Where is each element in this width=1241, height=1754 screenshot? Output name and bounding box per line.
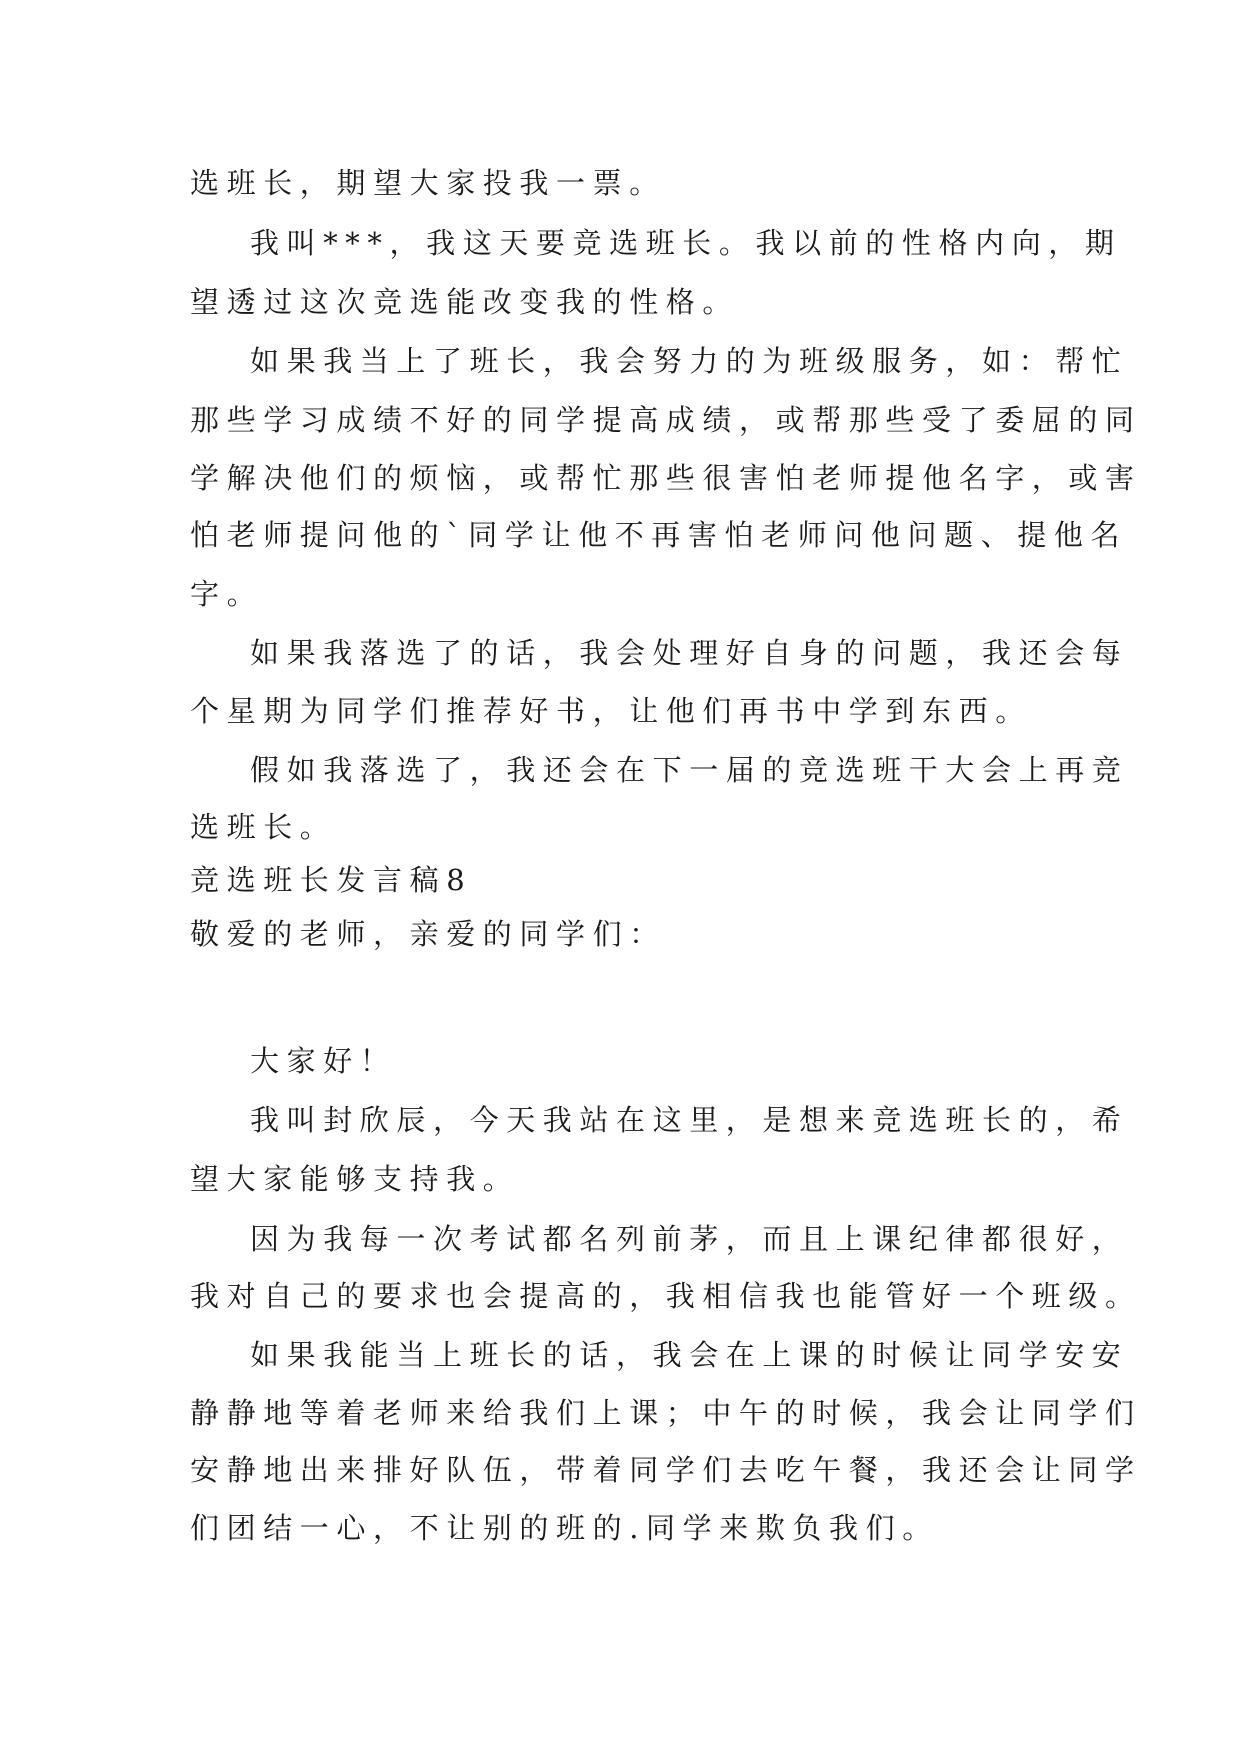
paragraph-line: 字。 <box>190 577 264 611</box>
paragraph-line: 静静地等着老师来给我们上课；中午的时候，我会让同学们 <box>190 1396 1142 1430</box>
salutation: 敬爱的老师，亲爱的同学们： <box>190 917 666 951</box>
paragraph-line: 怕老师提问他的`同学让他不再害怕老师问他问题、提他名 <box>190 518 1128 552</box>
paragraph-line: 选班长。 <box>190 810 337 844</box>
paragraph-line: 我对自己的要求也会提高的，我相信我也能管好一个班级。 <box>190 1279 1142 1313</box>
paragraph-line: 学解决他们的烦恼，或帮忙那些很害怕老师提他名字，或害 <box>190 461 1142 495</box>
paragraph-line: 我叫***，我这天要竞选班长。我以前的性格内向，期 <box>250 226 1122 260</box>
paragraph-line: 望大家能够支持我。 <box>190 1162 520 1196</box>
paragraph-line: 我叫封欣辰，今天我站在这里，是想来竞选班长的，希 <box>250 1103 1129 1137</box>
paragraph-line: 假如我落选了，我还会在下一届的竞选班干大会上再竞 <box>250 753 1129 787</box>
paragraph-line: 望透过这次竞选能改变我的性格。 <box>190 285 740 319</box>
paragraph-line: 们团结一心，不让别的班的.同学来欺负我们。 <box>190 1511 939 1545</box>
paragraph-line: 如果我当上了班长，我会努力的为班级服务，如：帮忙 <box>250 344 1129 378</box>
greeting: 大家好！ <box>250 1044 397 1078</box>
section-heading: 竞选班长发言稿8 <box>190 863 473 897</box>
paragraph-line: 如果我能当上班长的话，我会在上课的时候让同学安安 <box>250 1338 1129 1372</box>
paragraph-line: 因为我每一次考试都名列前茅，而且上课纪律都很好， <box>250 1222 1129 1256</box>
paragraph-line: 如果我落选了的话，我会处理好自身的问题，我还会每 <box>250 636 1129 670</box>
paragraph-line: 那些学习成绩不好的同学提高成绩，或帮那些受了委屈的同 <box>190 403 1142 437</box>
paragraph-line: 选班长，期望大家投我一票。 <box>190 166 666 200</box>
paragraph-line: 安静地出来排好队伍，带着同学们去吃午餐，我还会让同学 <box>190 1453 1142 1487</box>
paragraph-line: 个星期为同学们推荐好书，让他们再书中学到东西。 <box>190 694 1032 728</box>
